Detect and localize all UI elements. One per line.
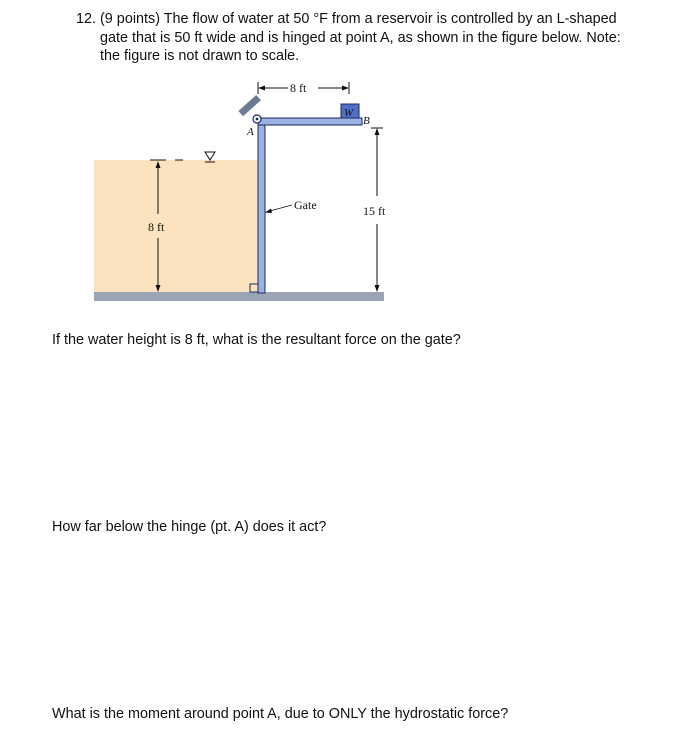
free-surface-symbol: ∇ [0,0,1,1]
question-moment: What is the moment around point A, due to ONLY the hydrostatic force? [52,706,509,722]
right-dimension-label: 15 ft [363,204,386,218]
problem-text-1: The flow of water at 50 °F from a reservoir is controlled by an L-shaped [163,11,617,27]
problem-number: 12. [76,11,97,27]
problem-points: (9 points) [100,11,161,27]
problem-text-3: the figure is not drawn to scale. [100,48,300,64]
hinge-support [238,95,261,123]
top-dimension-label: 8 ft [290,81,307,95]
point-b-label: B [363,115,370,127]
water-region [94,160,259,293]
hinge-a-label: A [247,126,254,138]
gate-label: Gate [294,198,317,212]
water-depth-label: 8 ft [148,220,165,234]
weight-label: W [344,107,354,119]
problem-text-2: gate that is 50 ft wide and is hinged at point A, as shown in the figure below. Note: [100,29,621,46]
gate-vertical-leg [258,118,265,293]
gate-horizontal-leg [258,118,362,125]
question-force-location: How far below the hinge (pt. A) does it act? [52,519,327,535]
question-resultant-force: If the water height is 8 ft, what is the resultant force on the gate? [52,332,461,348]
ground [94,292,384,301]
